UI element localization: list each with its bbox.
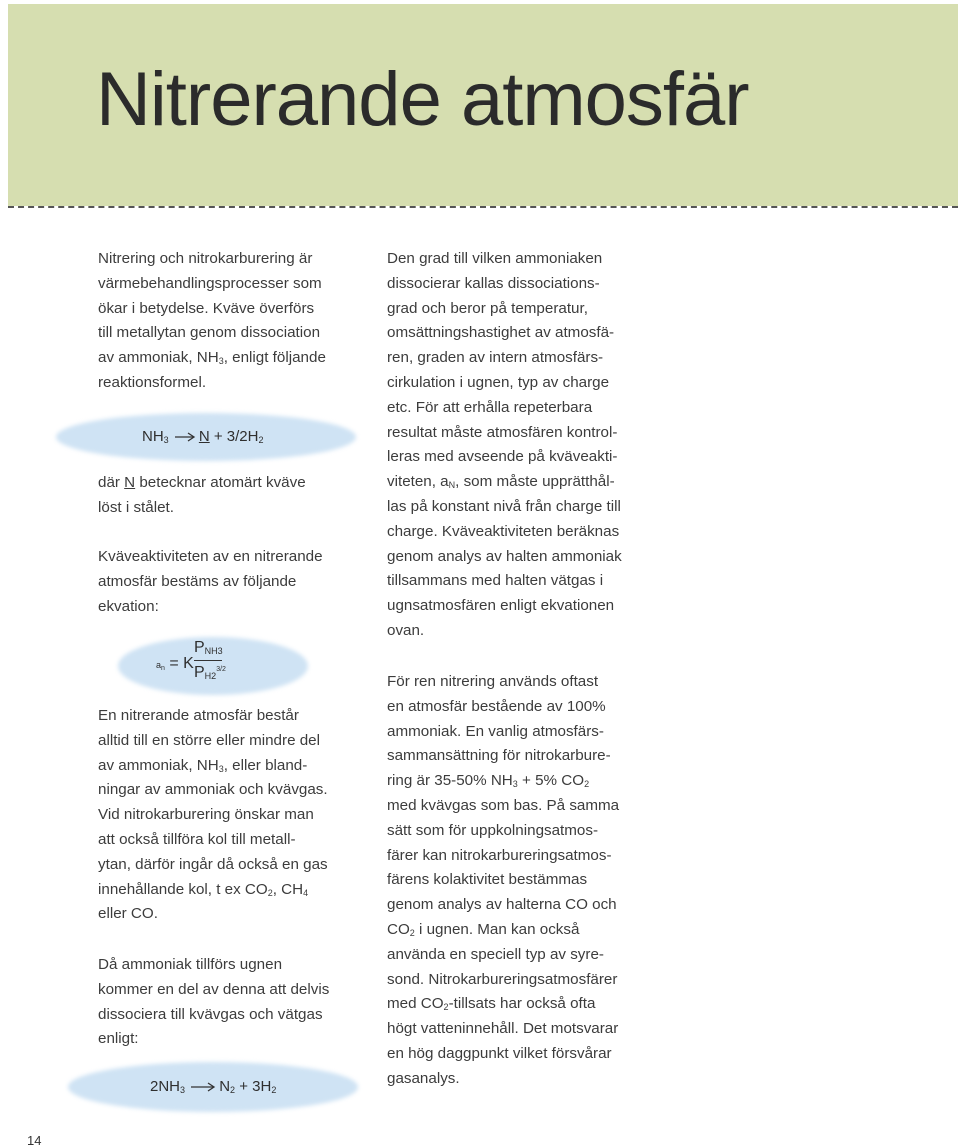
dissociation-degree-paragraph: Den grad till vilken ammoniaken dissocierar kallas dissociations- grad och beror på temperatur, omsättningshastighet av atmosfä- ren, graden av intern atmosfärs- cirkulation i ugnen, typ av charge etc. För att erhålla repeterbara resultat måste atmosfären kontrol- leras med avseende på kväveakti- viteten, $a_N$, som måste upprätthål- las på konstant nivå från charge till charge. Kväveaktiviteten beräknas genom analys av halten ammoniak tillsammans med halten vätgas i ugnsatmosfären enligt ekvationen ovan. [387,250,622,639]
composition-paragraph: En nitrerande atmosfär består alltid till en större eller mindre del av ammoniak, $NH_3$, eller bland- ningar av ammoniak och kvävgas. Vid nitrokarburering önskar man att också tillföra kol till metall- ytan, därför ingår då också en gas innehållande kol, t ex $CO_2$, $CH_4$ eller CO. [98,707,328,923]
dissociation-paragraph: Då ammoniak tillförs ugnen kommer en del av denna att delvis dissociera till kvävgas och vätgas enligt: [98,956,330,1048]
dashed-divider [8,206,958,208]
activity-paragraph: Kväveaktiviteten av en nitrerande atmosfär bestäms av följande ekvation: [98,548,323,615]
nitrogen-activity-equation: $a_n = K$ [156,655,194,672]
reaction-arrow-icon [175,432,197,442]
atmosphere-composition-paragraph: För ren nitrering används oftast en atmosfär bestående av 100% ammoniak. En vanlig atmosfärs- sammansättning för nitrokarbure- ring är 35-50% $NH_3 + 5\%$ $CO_2$ med kvävgas som bas. På samma sätt som för uppkolningsatmos- färer kan nitrokarbureringsatmos- färens kolaktivitet bestämmas genom analys av halterna CO och $CO_2$ i ugnen. Man kan också använda en speciell typ av syre- sond. Nitrokarbureringsatmosfärer med $CO_2$-tillsats har också ofta högt vatteninnehåll. Det motsvarar en hög daggpunkt vilket försvårar gasanalys. [387,673,620,1087]
note-paragraph: där N betecknar atomärt kväve löst i stålet. [98,474,306,516]
fraction-bar [194,660,222,661]
reaction-arrow-icon [191,1082,217,1092]
page-title: Nitrerande atmosfär [96,57,749,142]
equation-numerator: $P_{NH3}$ [194,639,223,656]
equation-denominator: $P_{H2}^{3/2}$ [194,664,226,681]
page-number: 14 [27,1133,42,1148]
reaction-equation-1: $NH_3$ $N + 3/2H_2$ [142,428,264,445]
reaction-equation-2: $2NH_3$ $N_2 + 3H_2$ [150,1078,277,1095]
intro-paragraph: Nitrering och nitrokarburering är värmebehandlingsprocesser som ökar i betydelse. Kväve överförs till metallytan genom dissociation av ammoniak, $NH_3$, enligt följande reaktionsformel. [98,250,326,391]
